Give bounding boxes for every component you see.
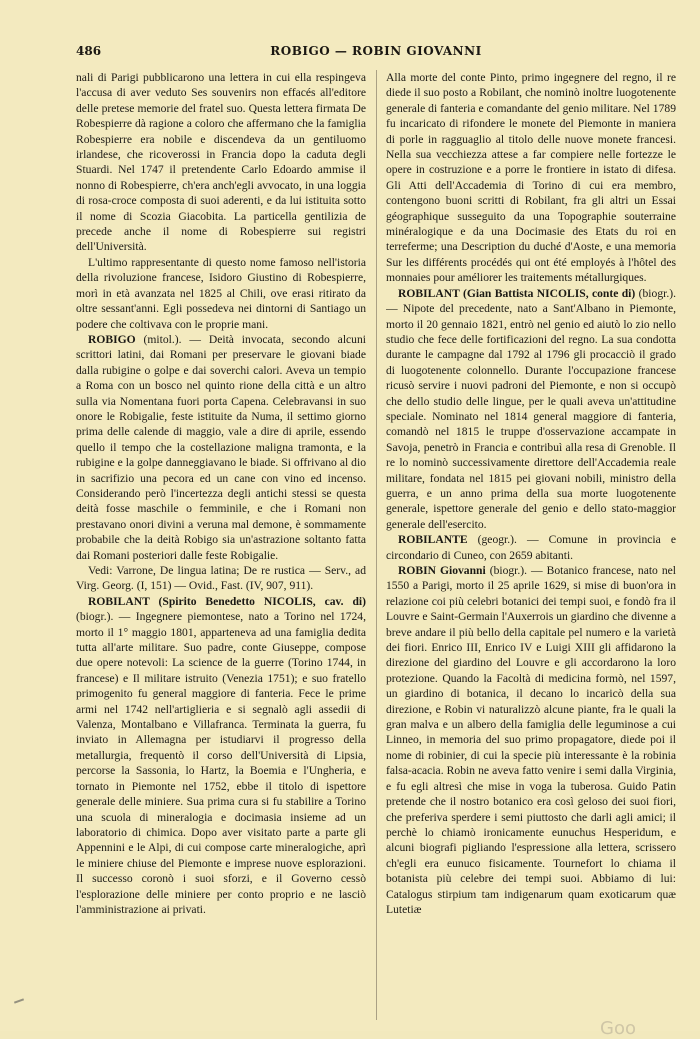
entry-headword: ROBILANT (Spirito Benedetto NICOLIS, cav. di) [88, 594, 366, 608]
continued-paragraph [76, 70, 366, 255]
dictionary-entry [386, 286, 676, 533]
left-column [76, 70, 366, 1015]
page-number: 486 [76, 44, 102, 58]
right-column [386, 70, 676, 1015]
entry-headword: ROBIGO [88, 332, 136, 346]
entry-text: (mitol.). — Deità invocata, secondo alcuni scrittori latini, dai Romani per preservare le giovani biade dalla rubigine o golpe e dai soverchi calori. Aveva un tempio a Roma con un bosco nel quinto rione della città e un altro sulla via Nomentana fuori porta Capena. Celebravansi in suo onore le Robigalie, feste istituite da Numa, il settimo giorno prima delle calende di maggio, vale a dire di aprile, essendo quello il tempo che la costellazione maligna tramonta, e la rubigine e la golpe danneggiavano le biade. Si offrivano al dio in sacrifizio una pecora ed un cane con vino ed incenso. Considerando però l'incertezza degli antichi stessi se questa deità fosse maschile o femminile, e che i Romani non prestavano onori divini a veruna mal demone, è sommamente probabile che la deità Robigo sia un'astrazione soltanto fatta dai Romani posteriori dalle feste Robigalie. [76, 332, 366, 562]
scan-watermark: Goo [600, 1018, 636, 1039]
paragraph [76, 255, 366, 332]
entry-text: L'ultimo rappresentante di questo nome famoso nell'istoria della rivoluzione francese, Isidoro Giustino di Robespierre, morì in età avanzata nel 1825 al Chili, ove erasi ritirato da oltre sessant'anni. Egli possedeva nei dintorni di Santiago un podere che coltivava con le proprie mani. [76, 255, 366, 331]
dictionary-entry [386, 532, 676, 563]
entry-text: (biogr.). — Botanico francese, nato nel 1550 a Parigi, morto il 25 aprile 1629, si mise di buon'ora in relazione coi più celebri botanici dei tempi suoi, e fondò fra il Louvre e Saint-Germain l'Auxerrois un giardino che divenne a breve andare il più bello della capitale pel numero e la varietà dei fiori. Enrico III, Enrico IV e Luigi XIII gli affidarono la direzione del giardino del Louvre e gli accordarono la loro protezione. Quando la Facoltà di medicina formò, nel 1597, un giardino di botanica, il decano lo incaricò della sua direzione, e Robin vi naturalizzò alcune piante, fra le quali la gran malva e un albero della famiglia delle leguminose a cui Linneo, in memoria del suo primo propagatore, diede poi il nome di robinier, di cui la specie più interessante è la robinia falsa-acacia. Robin ne aveva fatto venire i semi dalla Virginia, e fu egli altresì che mise in voga la tuberosa. Guido Patin pretende che il nostro botanico era così geloso dei suoi fiori, che preferiva sperdere i semi piuttosto che darli agli amici; il perchè lo chiamò ironicamente eunuchus Hesperidum, e alcuni biografi pigliando l'espressione alla lettera, scrissero ch'egli era eunuco fisicamente. Tournefort lo chiama il botanista più celebre dei tempi suoi. Abbiamo di lui: Catalogus stirpium tam indigenarum quam exoticarum quæ Lutetiæ [386, 564, 676, 916]
entry-text: nali di Parigi pubblicarono una lettera in cui ella respingeva l'accusa di aver veduto Ses souvenirs non effacés all'editore delle pretese memorie del fratel suo. Questa lettera firmata De Robespierre dà ragione a coloro che affermano che la famiglia Robespierre era nobile e discendeva da un gentiluomo irlandese, che ricoverossi in Francia dopo la caduta degli Stuardi. Nel 1747 il pretendente Carlo Edoardo ammise il nonno di Robespierre, ch'era anch'egli avvocato, in una loggia di rosa-croce composta di suoi aderenti, e da lui istituita sotto il nome di Scozia Giacobita. La particella gentilizia de precede anche il nome di Robespierre sui registri dell'Università. [76, 71, 366, 254]
dictionary-entry [76, 332, 366, 563]
entry-text: (biogr.). — Nipote del precedente, nato a Sant'Albano in Piemonte, morto il 20 gennaio 1821, entrò nel genio ed aiutò lo zio nello studio che fece delle fortificazioni del regno. La sua condotta durante le campagne dal 1792 al 1796 gli procacciò il grado di luogotenente colonnello. Durante l'occupazione francese ricusò servire i nuovi padroni del Piemonte, e non si occupò che dello studio delle lingue, per le quali aveva un'attitudine speciale. Nominato nel 1814 general maggiore di fanteria, comandò nel 1815 le truppe d'osservazione accampate in Savoja, penetrò in Francia e contribuì alla resa di Grenoble. Il re lo nominò successivamente direttore dell'Accademia reale militare, fondata nel 1815 pei giovani nobili, ministro della guerra, e un anno prima della sua morte luogotenente generale, ispettore generale del genio e dello stato-maggior generale dell'esercito. [386, 286, 676, 531]
entry-text: Alla morte del conte Pinto, primo ingegnere del regno, il re diede il suo posto a Robilant, che nominò inoltre luogotenente generale di fanteria e comandante del genio militare. Nel 1789 fu incaricato di rifondere le monete del Piemonte in maniera di porle in ragguaglio al titolo delle nuove monete francesi. Nella sua vecchiezza attese a far compiere nelle fortezze le opere in costruzione e a porre le frontiere in istato di difesa. Gli Atti dell'Accademia di Torino di cui era membro, contengono buoni scritti di Robilant, fra gli altri un Essai géographique susseguito da una Topographie souterraine minéralogique e da una Docimasie des Etats du roi en terreferme; una Description du duché d'Aoste, e una memoria Sur les différents procédés qui ont été employés à l'hôtel des monnaies pour améliorer les traitements métallurgiques. [386, 71, 676, 285]
column-divider [376, 70, 377, 1020]
entry-headword: ROBILANTE [398, 533, 468, 547]
dictionary-entry [386, 563, 676, 917]
entry-headword: ROBILANT (Gian Battista NICOLIS, conte di) [398, 286, 636, 300]
entry-text: Vedi: Varrone, De lingua latina; De re rustica — Serv., ad Virg. Georg. (I, 151) — Ovid., Fast. (IV, 907, 911). [76, 564, 366, 593]
paragraph [76, 563, 366, 594]
dictionary-entry [76, 594, 366, 918]
page-header [76, 44, 676, 66]
continued-paragraph [386, 70, 676, 286]
entry-text: (biogr.). — Ingegnere piemontese, nato a Torino nel 1724, morto il 1° maggio 1801, apparteneva ad una famiglia dedita tutta all'arte militare. Suo padre, conte Giuseppe, compose due opere notevoli: La science de la guerre (Torino 1744, in francese) e Il militare istruito (Venezia 1751); e suo fratello primogenito fu general maggiore di fanteria. Fece le prime armi nel 1742 nell'artiglieria e si segnalò agli assedii di Valenza, Montalbano e Villafranca. Terminata la guerra, fu inviato in Allemagna per istudiarvi il progresso della metallurgia, frequentò il corso dell'Università di Lipsia, percorse la Sassonia, lo Hartz, la Boemia e l'Ungheria, e tornato in Piemonte nel 1752, ebbe il titolo di ispettore generale delle miniere. Sua prima cura si fu stabilire a Torino una scuola di mineralogia e docimasia insieme ad un laboratorio di chimica. Dopo aver visitato parte a parte gli Appennini e le Alpi, di cui compose carte mineralogiche, aprì le miniere chiuse del Piemonte e imprese nuove esplorazioni. Il successo coronò i suoi sforzi, e il Governo cessò l'esplorazione delle miniere per conto proprio e ne lasciò l'amministrazione ai privati. [76, 610, 366, 916]
running-title: ROBIGO — ROBIN GIOVANNI [270, 44, 482, 58]
entry-headword: ROBIN Giovanni [398, 564, 486, 577]
entry-text: (geogr.). — Comune in provincia e circondario di Cuneo, con 2659 abitanti. [386, 533, 676, 562]
ink-mark [14, 998, 24, 1003]
